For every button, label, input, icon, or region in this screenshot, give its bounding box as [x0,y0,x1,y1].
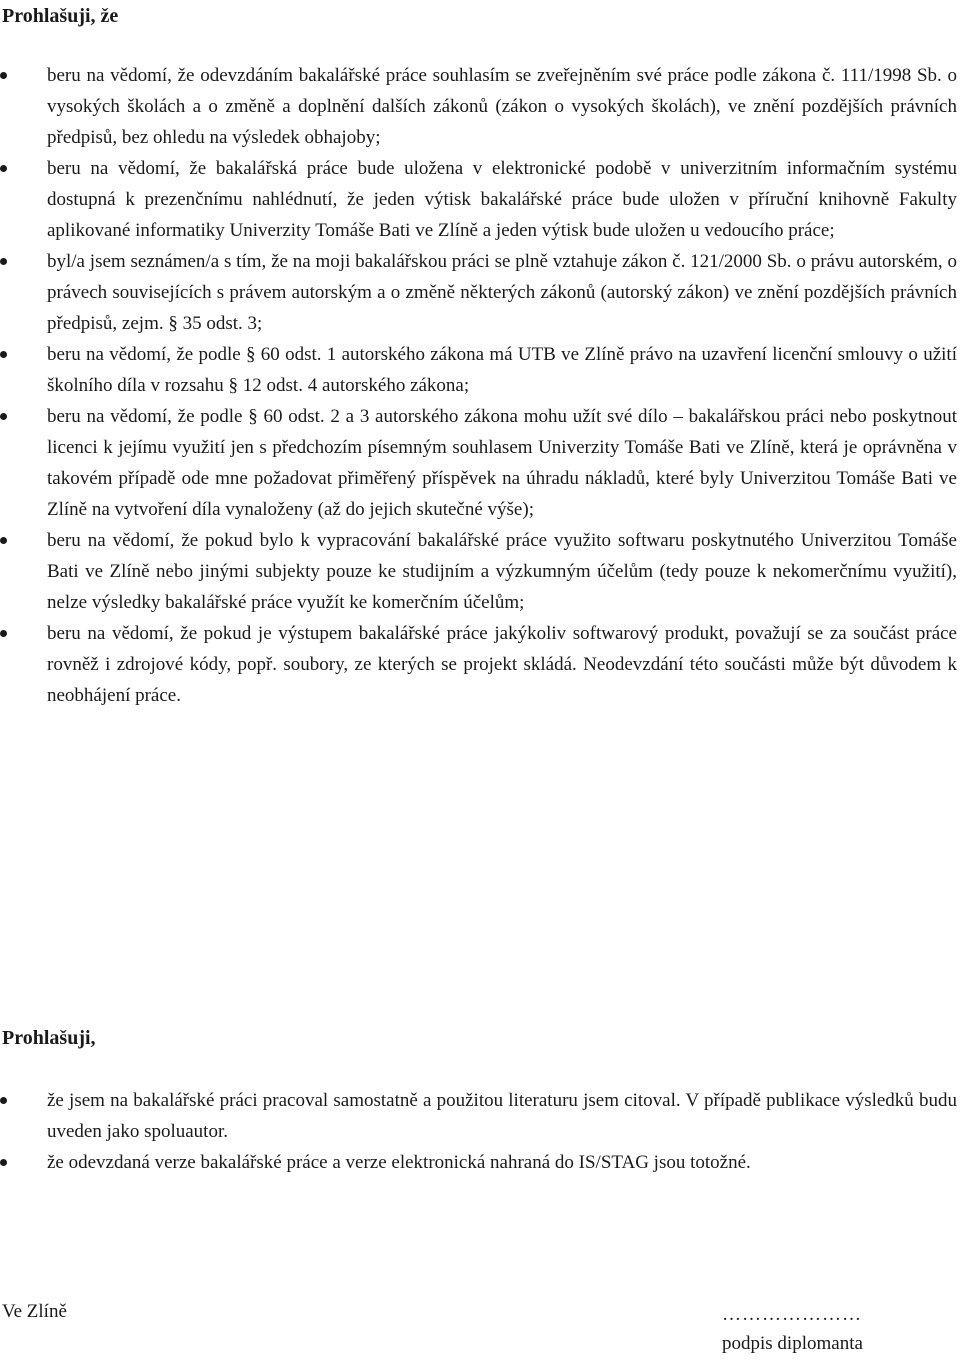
signature-label: podpis diplomanta [722,1333,863,1354]
list-item-text: že jsem na bakalářské práci pracoval samostatně a použitou literaturu jsem citoval. V případě publikace výsledků budu uveden jako spoluautor. [47,1090,957,1142]
list-item [0,401,957,525]
bullet-icon [0,258,7,265]
bullet-icon [0,630,7,637]
list-item [0,525,957,618]
list-item [0,339,957,401]
bullet-icon [0,351,7,358]
declaration-list-2 [0,1085,957,1178]
bullet-icon [0,165,7,172]
bullet-icon [0,537,7,544]
declaration-list [0,60,957,711]
list-item-text: beru na vědomí, že podle § 60 odst. 1 autorského zákona má UTB ve Zlíně právo na uzavření licenční smlouvy o užití školního díla v rozsahu § 12 odst. 4 autorského zákona; [47,344,957,396]
bullet-icon [0,72,7,79]
list-item [0,60,957,153]
place-label: Ve Zlíně [2,1301,67,1322]
bullet-icon [0,413,7,420]
list-item-text: byl/a jsem seznámen/a s tím, že na moji bakalářskou práci se plně vztahuje zákon č. 121/2000 Sb. o právu autorském, o právech souvisejících s právem autorským a o změně některých zákonů (autorský zákon) ve znění pozdějších právních předpisů, zejm. § 35 odst. 3; [47,251,957,334]
list-item-text: beru na vědomí, že podle § 60 odst. 2 a 3 autorského zákona mohu užít své dílo – bakalářskou práci nebo poskytnout licenci k jejímu využití jen s předchozím písemným souhlasem Univerzity Tomáše Bati ve Zlíně, která je oprávněna v takovém případě ode mne požadovat přiměřený příspěvek na úhradu nákladů, které byly Univerzitou Tomáše Bati ve Zlíně na vytvoření díla vynaloženy (až do jejich skutečné výše); [47,406,957,520]
list-item-text: beru na vědomí, že pokud bylo k vypracování bakalářské práce využito softwaru poskytnutého Univerzitou Tomáše Bati ve Zlíně nebo jinými subjekty pouze ke studijním a výzkumným účelům (tedy pouze k nekomerčnímu využití), nelze výsledky bakalářské práce využít ke komerčním účelům; [47,530,957,613]
section-heading-declaration-2: Prohlašuji, [2,1027,96,1049]
list-item [0,618,957,711]
bullet-icon [0,1097,7,1104]
signature-line: ………………… [722,1304,862,1325]
list-item [0,153,957,246]
section-heading-declaration: Prohlašuji, že [2,5,119,27]
list-item-text: beru na vědomí, že bakalářská práce bude uložena v elektronické podobě v univerzitním informačním systému dostupná k prezenčnímu nahlédnutí, že jeden výtisk bakalářské práce bude uložen v příruční knihovně Fakulty aplikované informatiky Univerzity Tomáše Bati ve Zlíně a jeden výtisk bude uložen u vedoucího práce; [47,158,957,241]
bullet-icon [0,1159,7,1166]
list-item-text: beru na vědomí, že pokud je výstupem bakalářské práce jakýkoliv softwarový produkt, považují se za součást práce rovněž i zdrojové kódy, popř. soubory, ze kterých se projekt skládá. Neodevzdání této součásti může být důvodem k neobhájení práce. [47,623,957,706]
list-item [0,1147,957,1178]
list-item [0,246,957,339]
list-item-text: že odevzdaná verze bakalářské práce a verze elektronická nahraná do IS/STAG jsou totožné. [47,1152,751,1173]
list-item [0,1085,957,1147]
list-item-text: beru na vědomí, že odevzdáním bakalářské práce souhlasím se zveřejněním své práce podle zákona č. 111/1998 Sb. o vysokých školách a o změně a doplnění dalších zákonů (zákon o vysokých školách), ve znění pozdějších právních předpisů, bez ohledu na výsledek obhajoby; [47,65,957,148]
